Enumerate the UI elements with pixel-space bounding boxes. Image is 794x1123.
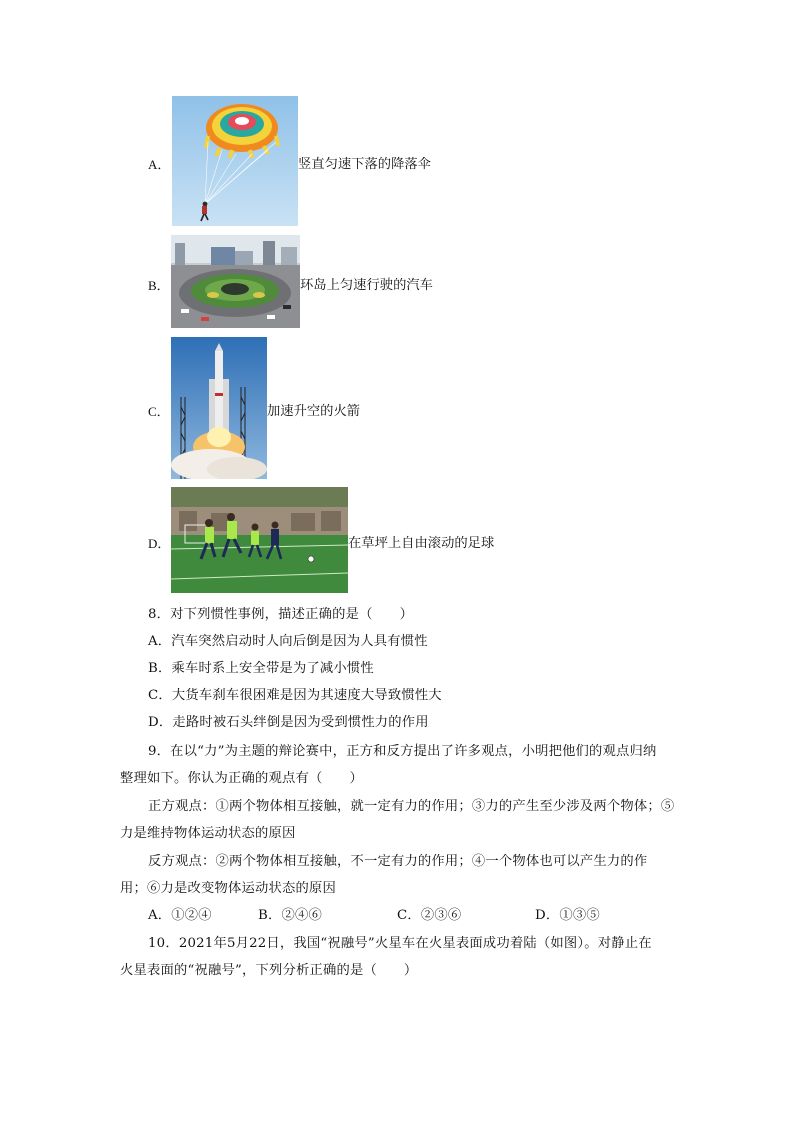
option-c-letter: C． bbox=[148, 404, 170, 419]
option-b-caption: 环岛上匀速行驶的汽车 bbox=[300, 278, 433, 293]
question-8-option-d: D．走路时被石头绊倒是因为受到惯性力的作用 bbox=[148, 715, 429, 730]
question-8-option-b: B．乘车时系上安全带是为了减小惯性 bbox=[148, 661, 374, 676]
question-9-option-d: D．①③⑤ bbox=[535, 908, 600, 923]
question-9-option-b: B．②④⑥ bbox=[258, 908, 322, 923]
option-d-letter: D． bbox=[148, 536, 171, 551]
rocket-photo bbox=[171, 337, 267, 479]
soccer-photo bbox=[171, 487, 348, 593]
question-9-pro-line2: 力是维持物体运动状态的原因 bbox=[120, 826, 296, 841]
option-b-letter: B． bbox=[148, 278, 170, 293]
question-9-stem-line1: 9．在以“力”为主题的辩论赛中，正方和反方提出了许多观点，小明把他们的观点归纳 bbox=[148, 744, 657, 759]
option-d-caption: 在草坪上自由滚动的足球 bbox=[348, 536, 495, 551]
roundabout-photo bbox=[171, 235, 300, 328]
question-10-stem-line1: 10．2021年5月22日，我国“祝融号”火星车在火星表面成功着陆（如图）。对静止在 bbox=[148, 936, 652, 951]
option-a-caption: 竖直匀速下落的降落伞 bbox=[298, 157, 431, 172]
question-9-option-a: A．①②④ bbox=[148, 908, 212, 923]
question-8-option-c: C．大货车刹车很困难是因为其速度大导致惯性大 bbox=[148, 688, 442, 703]
question-10-stem-line2: 火星表面的“祝融号”，下列分析正确的是（ ） bbox=[120, 963, 418, 978]
question-9-con-line2: 用；⑥力是改变物体运动状态的原因 bbox=[120, 881, 336, 896]
question-8-option-a: A．汽车突然启动时人向后倒是因为人具有惯性 bbox=[148, 634, 428, 649]
question-9-con-line1: 反方观点：②两个物体相互接触，不一定有力的作用；④一个物体也可以产生力的作 bbox=[148, 854, 648, 869]
question-9-option-c: C．②③⑥ bbox=[397, 908, 462, 923]
parachute-photo bbox=[172, 96, 298, 226]
question-8-stem: 8．对下列惯性事例，描述正确的是（ ） bbox=[148, 607, 414, 622]
option-a-letter: A． bbox=[148, 157, 171, 172]
question-9-stem-line2: 整理如下。你认为正确的观点有（ ） bbox=[120, 771, 363, 786]
option-c-caption: 加速升空的火箭 bbox=[267, 404, 361, 419]
question-9-pro-line1: 正方观点：①两个物体相互接触，就一定有力的作用；③力的产生至少涉及两个物体；⑤ bbox=[148, 799, 675, 814]
